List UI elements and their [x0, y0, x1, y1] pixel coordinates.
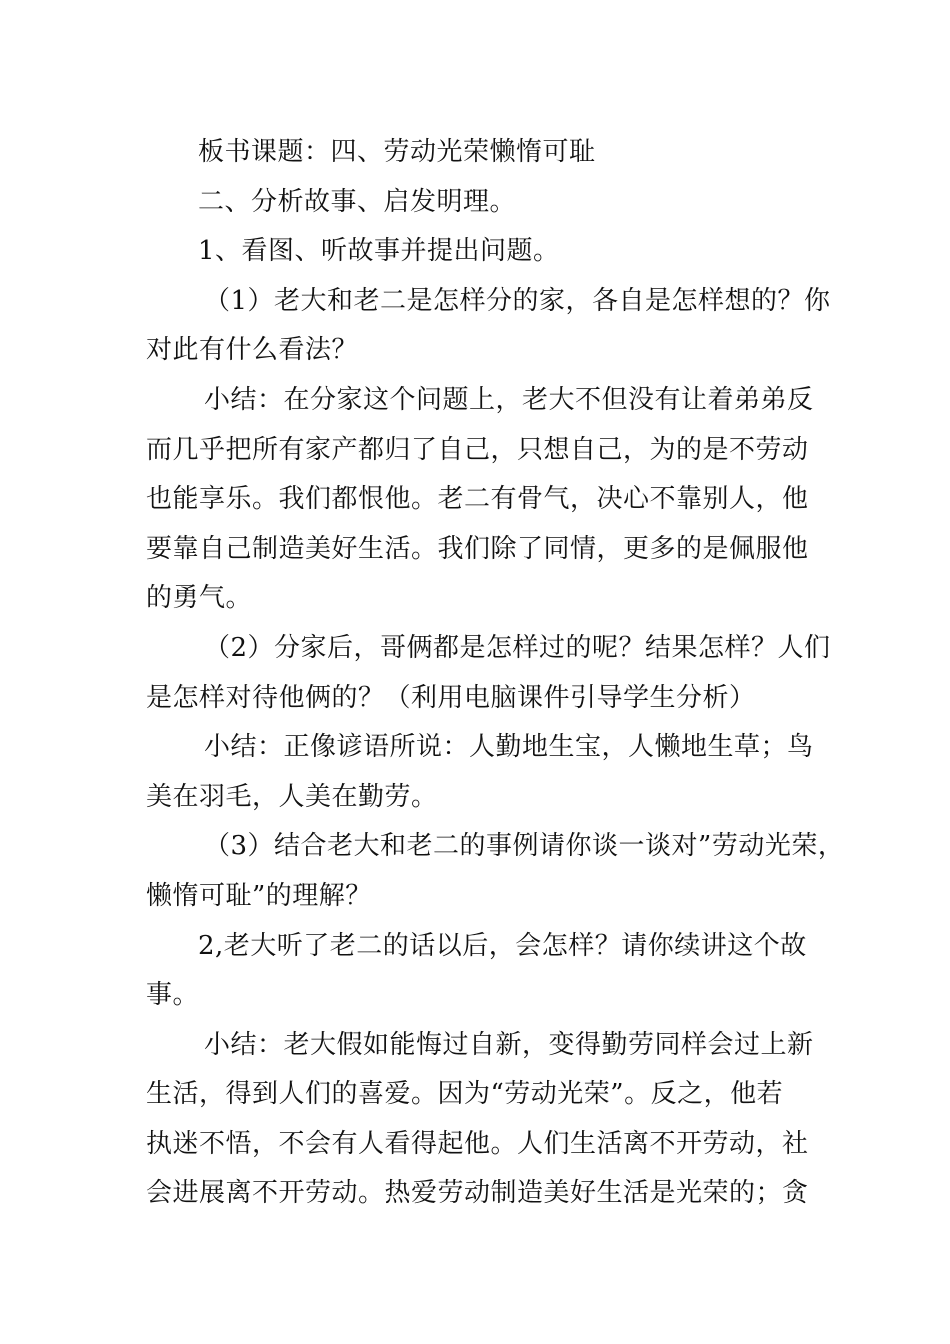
summary-line: 生活，得到人们的喜爱。因为“劳动光荣”。反之，他若	[146, 1079, 784, 1110]
question-line: 对此有什么看法？	[146, 335, 359, 366]
section-heading: 二、分析故事、启发明理。	[198, 186, 517, 217]
summary-line: 的勇气。	[146, 583, 253, 614]
step-heading: 1、看图、听故事并提出问题。	[198, 236, 560, 267]
question-line: （3）结合老大和老二的事例请你谈一谈对”劳动光荣，	[204, 831, 845, 862]
question-line: 懒惰可耻”的理解？	[146, 880, 372, 911]
summary-line: 美在羽毛，人美在勤劳。	[146, 781, 438, 812]
document-body	[146, 128, 845, 1219]
summary-line: 小结：正像谚语所说：人勤地生宝，人懒地生草；鸟	[204, 732, 814, 763]
summary-line: 会进展离不开劳动。热爱劳动制造美好生活是光荣的；贪	[146, 1178, 809, 1209]
question-line: （1）老大和老二是怎样分的家，各自是怎样想的？你	[204, 285, 831, 316]
board-title-line: 板书课题：四、劳动光荣懒惰可耻	[198, 137, 596, 167]
summary-line: 小结：老大假如能悔过自新，变得勤劳同样会过上新	[204, 1029, 814, 1060]
summary-line: 也能享乐。我们都恨他。老二有骨气，决心不靠别人，他	[146, 484, 809, 515]
summary-line: 而几乎把所有家产都归了自己，只想自己，为的是不劳动	[146, 434, 809, 465]
question-line: （2）分家后，哥俩都是怎样过的呢？结果怎样？人们	[204, 632, 831, 663]
step-heading: 事。	[146, 980, 200, 1011]
summary-line: 执迷不悟，不会有人看得起他。人们生活离不开劳动，社	[146, 1128, 809, 1159]
question-line: 是怎样对待他俩的？（利用电脑课件引导学生分析）	[146, 682, 756, 713]
summary-line: 小结：在分家这个问题上，老大不但没有让着弟弟反	[204, 384, 814, 415]
step-heading: 2,老大听了老二的话以后，会怎样？请你续讲这个故	[198, 930, 807, 961]
summary-line: 要靠自己制造美好生活。我们除了同情，更多的是佩服他	[146, 533, 809, 564]
